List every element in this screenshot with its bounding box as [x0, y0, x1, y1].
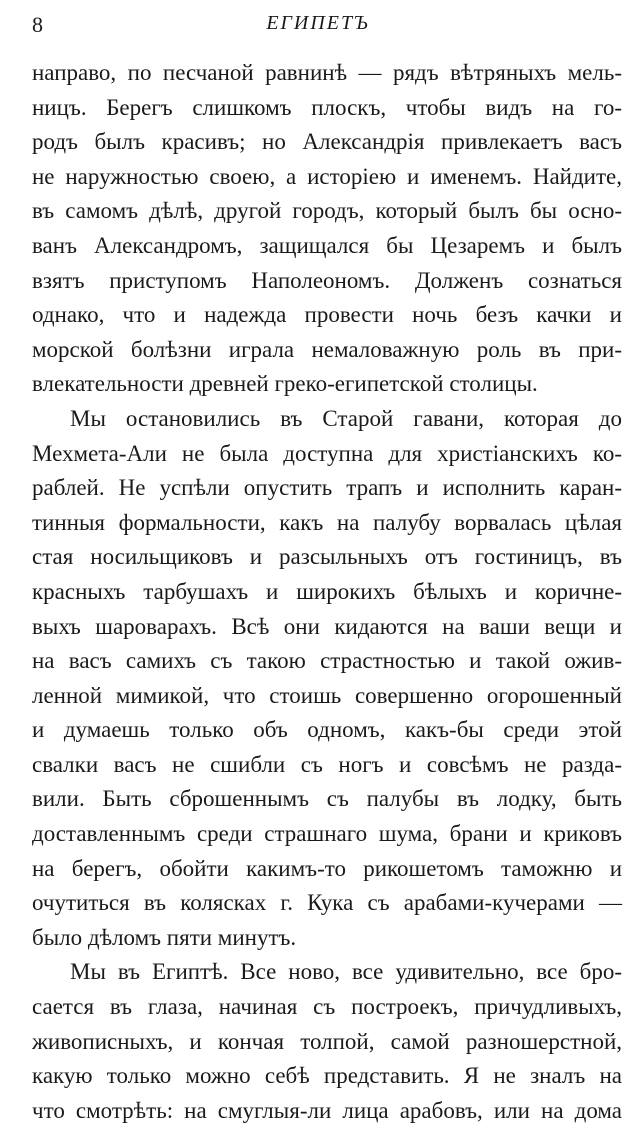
text-line: что смотрѣть: на смуглыя-ли лица арабовъ, или на дома	[32, 1097, 622, 1123]
text-line: взятъ приступомъ Наполеономъ. Долженъ сознаться	[32, 267, 622, 293]
text-line: Мы въ Египтѣ. Все ново, все удивительно, все бро-	[70, 959, 622, 985]
text-line: тинныя формальности, какъ на палубу ворвалась цѣлая	[32, 509, 622, 535]
text-line: живописныхъ, и кончая толпой, самой разношерстной,	[32, 1028, 622, 1054]
text-line: родъ былъ красивъ; но Александрія привлекаетъ васъ	[32, 129, 622, 155]
paragraph	[32, 56, 622, 402]
text-line: морской болѣзни играла немаловажную роль въ при-	[32, 336, 622, 362]
text-line: Мехмета-Али не была доступна для христіанскихъ ко-	[32, 440, 622, 466]
text-line: сается въ глаза, начиная съ построекъ, причудливыхъ,	[32, 994, 622, 1020]
text-line: вили. Быть сброшеннымъ съ палубы въ лодку, быть	[32, 786, 622, 812]
page-header	[0, 8, 636, 42]
text-line: очутиться въ колясках г. Кука съ арабами-кучерами —	[32, 890, 622, 916]
running-title: ЕГИПЕТЪ	[266, 12, 370, 34]
text-line: однако, что и надежда провести ночь безъ качки и	[32, 302, 622, 328]
text-line: какую только можно себѣ представить. Я не зналъ на	[32, 1063, 622, 1089]
text-line: ницъ. Берегъ слишкомъ плоскъ, чтобы видъ на го-	[32, 94, 622, 120]
text-line: направо, по песчаной равнинѣ — рядъ вѣтряныхъ мель-	[32, 60, 622, 85]
text-line: раблей. Не успѣли опустить трапъ и исполнить каран-	[32, 475, 622, 501]
paragraph	[32, 955, 622, 1128]
text-line: красныхъ тарбушахъ и широкихъ бѣлыхъ и коричне-	[32, 578, 622, 604]
text-line: въ самомъ дѣлѣ, другой городъ, который былъ бы осно-	[32, 198, 622, 224]
text-line: стая носильщиковъ и разсыльныхъ отъ гостиницъ, въ	[32, 544, 622, 570]
text-line: на васъ самихъ съ такою страстностью и такой ожив-	[32, 648, 622, 674]
text-line: было дѣломъ пяти минутъ.	[32, 924, 297, 950]
text-line: не наружностью своею, а исторіею и именемъ. Найдите,	[32, 163, 622, 189]
text-line: свалки васъ не сшибли съ ногъ и совсѣмъ не разда-	[32, 751, 622, 777]
text-line: ванъ Александромъ, защищался бы Цезаремъ и былъ	[32, 232, 622, 258]
text-line: ленной мимикой, что стоишь совершенно огорошенный	[32, 682, 622, 708]
body-text	[32, 56, 622, 1128]
text-line: и думаешь только объ одномъ, какъ-бы среди этой	[32, 717, 622, 743]
text-line: Мы остановились въ Старой гавани, которая до	[70, 405, 622, 431]
text-line: влекательности древней греко-египетской столицы.	[32, 371, 538, 397]
text-line: выхъ шароварахъ. Всѣ они кидаются на ваши вещи и	[32, 613, 622, 639]
text-line: на берегъ, обойти какимъ-то рикошетомъ таможню и	[32, 855, 622, 881]
paragraph	[32, 402, 622, 956]
page-number: 8	[32, 12, 43, 37]
text-line: доставленнымъ среди страшнаго шума, брани и криковъ	[32, 821, 622, 847]
